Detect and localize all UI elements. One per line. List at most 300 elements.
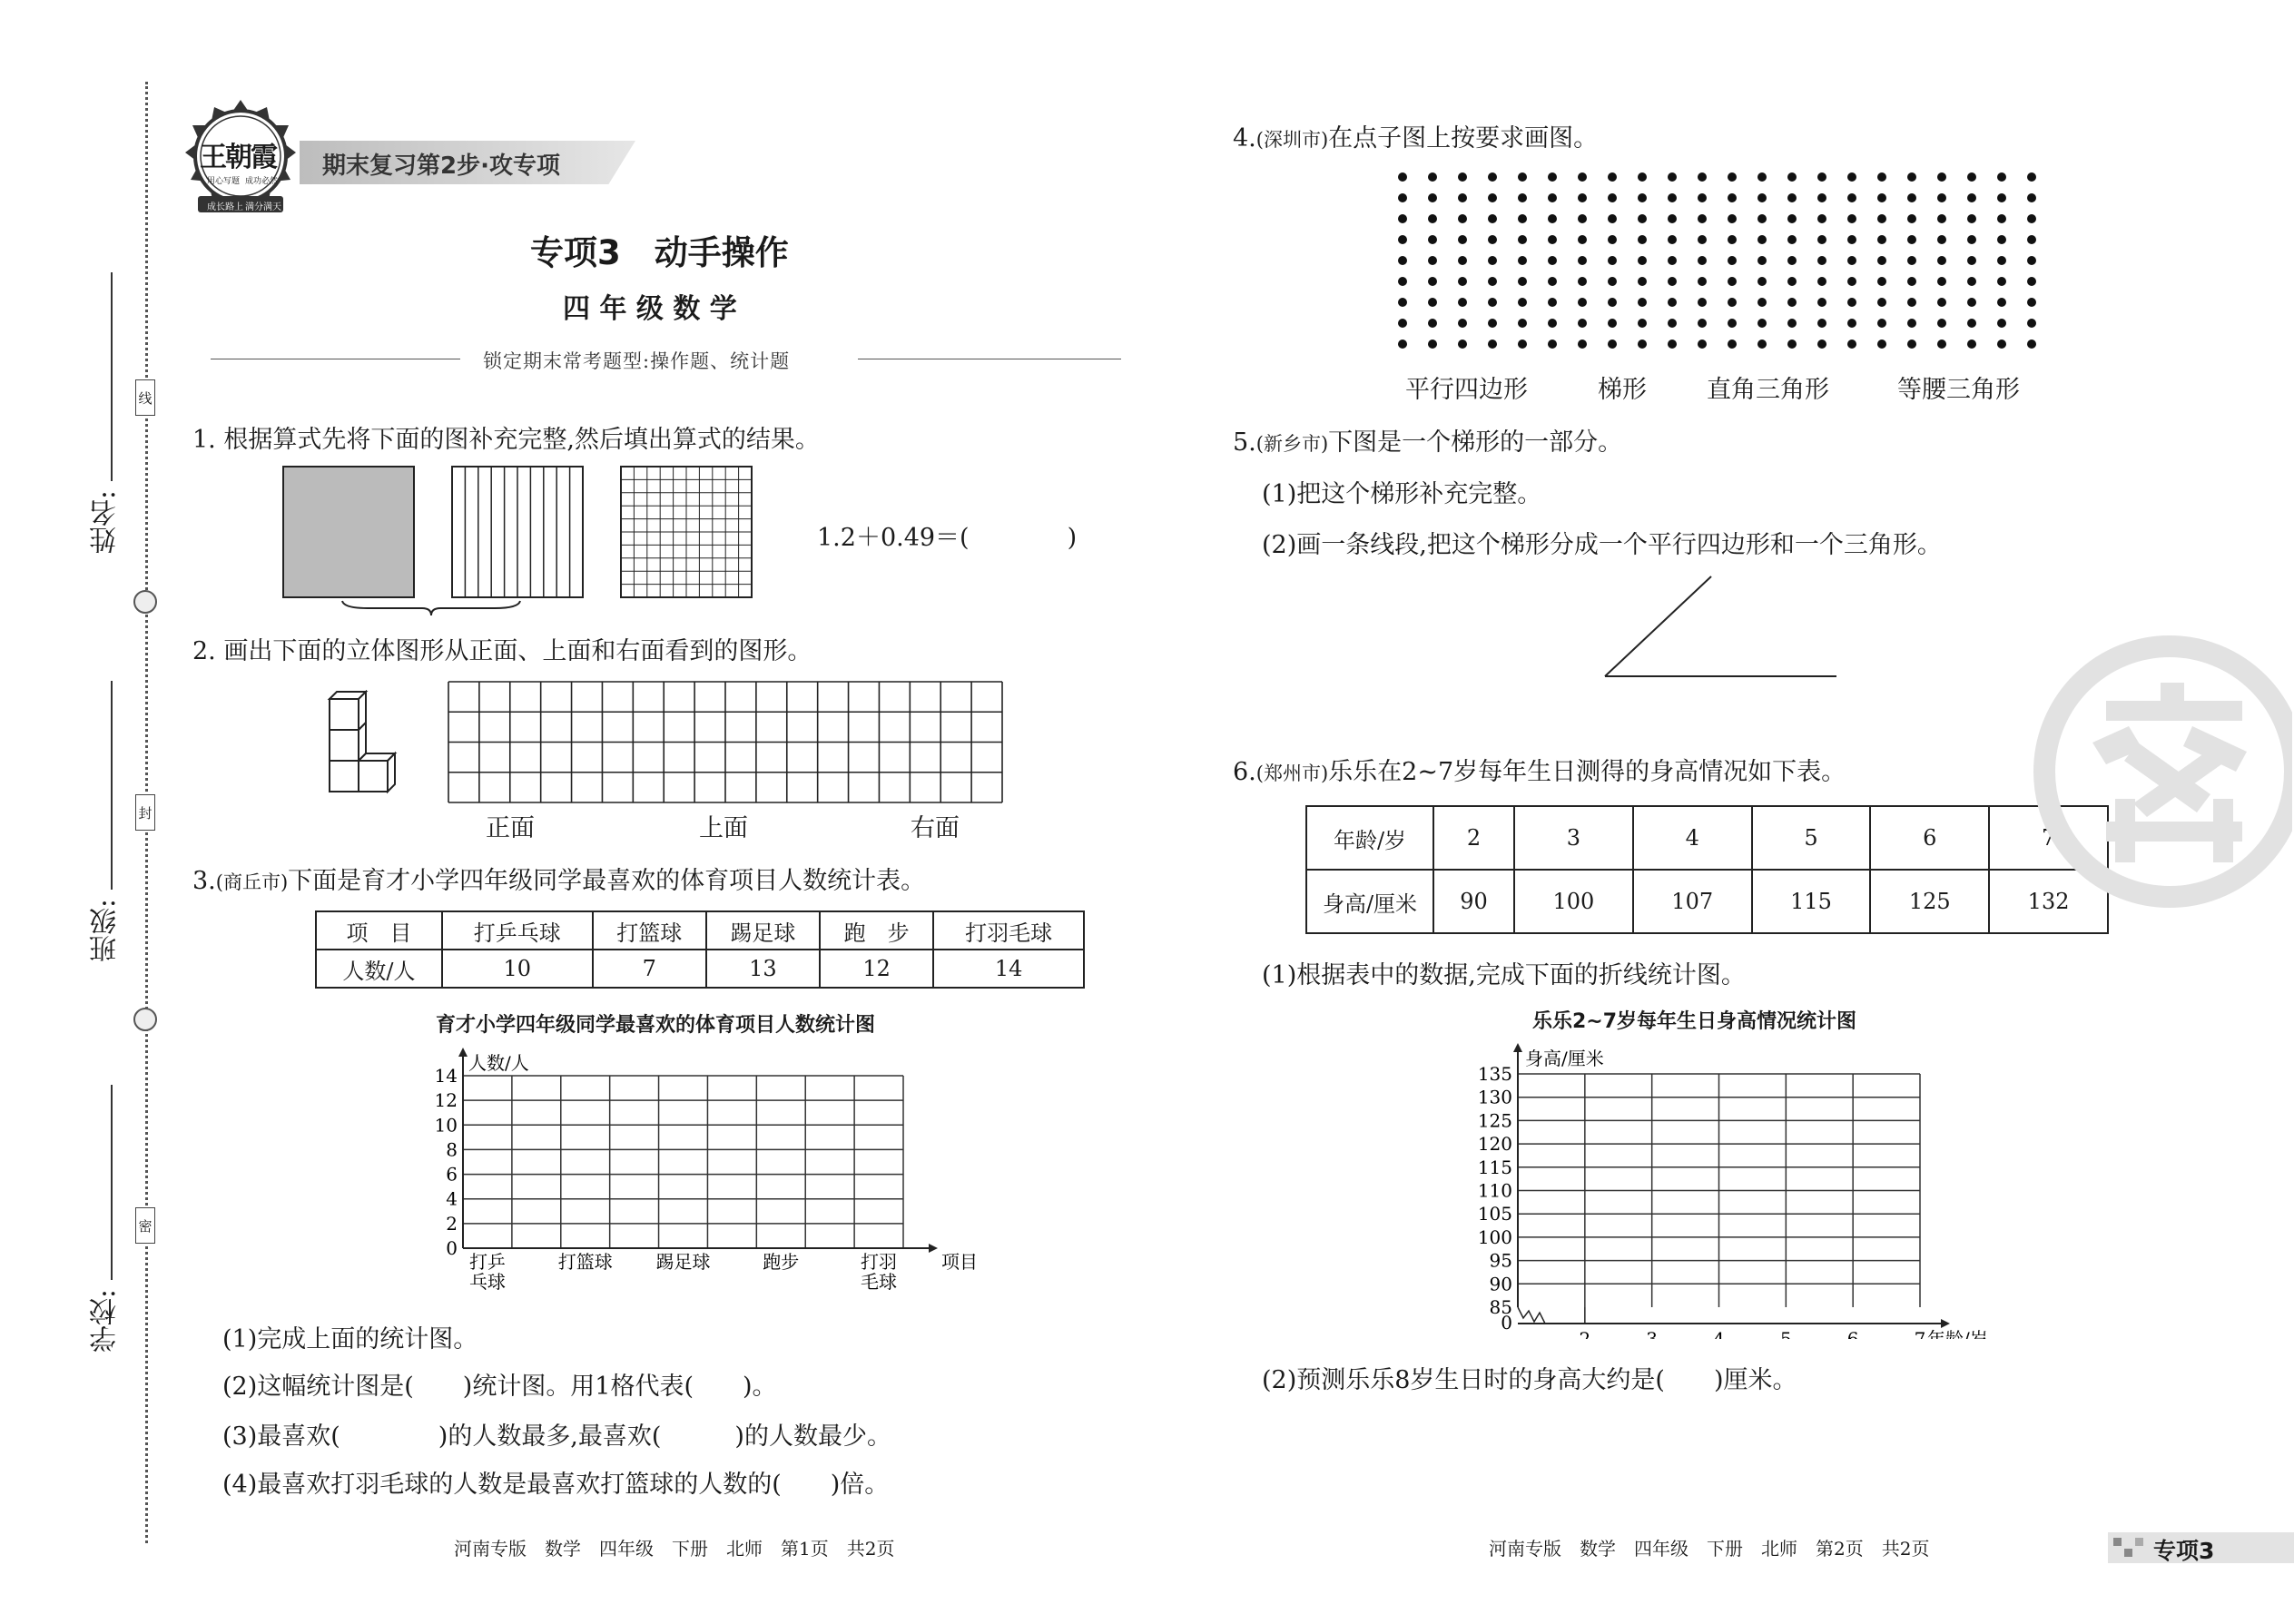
- chart2-xtick: 4: [1713, 1328, 1725, 1339]
- secret-seal-watermark: [2020, 635, 2292, 908]
- chart1-xtick-line2: 毛球: [861, 1271, 898, 1293]
- dot: [1698, 235, 1707, 244]
- dot: [1877, 340, 1886, 349]
- dot: [1608, 172, 1617, 182]
- dot: [1428, 298, 1437, 307]
- dot: [1458, 214, 1467, 223]
- dot: [1847, 277, 1856, 286]
- dot: [1668, 235, 1677, 244]
- dot: [2027, 193, 2036, 202]
- page-title: 专项3 动手操作: [530, 233, 789, 272]
- q3-chart-title: 育才小学四年级同学最喜欢的体育项目人数统计图: [436, 1014, 876, 1037]
- chart2-ytick: 85: [1489, 1296, 1512, 1318]
- seal-char-line: 线: [135, 379, 155, 416]
- dot: [2027, 277, 2036, 286]
- dot: [1787, 319, 1797, 328]
- chart2-xtick: 3: [1646, 1328, 1659, 1339]
- dot: [1728, 193, 1737, 202]
- dot: [1847, 235, 1856, 244]
- dot: [1578, 298, 1587, 307]
- dot: [1488, 235, 1497, 244]
- dot: [1757, 277, 1767, 286]
- dot: [1638, 319, 1647, 328]
- dot: [1428, 193, 1437, 202]
- q3-th-1: 打乒乓球: [442, 911, 593, 950]
- q4-shape-isosceles-triangle: 等腰三角形: [1897, 376, 2020, 404]
- banner-text: 期末复习第2步·攻专项: [322, 153, 560, 180]
- q6-table: [1305, 805, 2109, 934]
- dot: [1847, 340, 1856, 349]
- dot: [1787, 340, 1797, 349]
- dot: [1488, 193, 1497, 202]
- dot: [1967, 256, 1976, 265]
- dot: [1847, 319, 1856, 328]
- chart2-ylabel: 身高/厘米: [1525, 1048, 1604, 1069]
- chart1-ytick: 8: [446, 1138, 458, 1161]
- q3-th-3: 踢足球: [706, 911, 820, 950]
- dot: [1638, 214, 1647, 223]
- dot: [1578, 214, 1587, 223]
- dot: [1757, 340, 1767, 349]
- chart2-origin: 0: [1501, 1312, 1512, 1334]
- dot: [1997, 277, 2006, 286]
- dot: [1997, 193, 2006, 202]
- q4-heading: [1233, 118, 1598, 153]
- chart2-xtick: 5: [1779, 1328, 1792, 1339]
- dot: [1817, 193, 1826, 202]
- dot: [1578, 235, 1587, 244]
- dot: [1578, 340, 1587, 349]
- dot: [1578, 256, 1587, 265]
- q3-th-4: 跑 步: [820, 911, 933, 950]
- q6-sub-1: (1)根据表中的数据,完成下面的折线统计图。: [1262, 961, 1746, 989]
- q3-row-label: 人数/人: [316, 950, 442, 988]
- dot: [1967, 298, 1976, 307]
- dot: [1728, 319, 1737, 328]
- dot: [1668, 214, 1677, 223]
- q3-sub-3[interactable]: (3)最喜欢( )的人数最多,最喜欢( )的人数最少。: [222, 1422, 891, 1451]
- dot: [1458, 298, 1467, 307]
- dot: [1937, 256, 1946, 265]
- dot: [1907, 235, 1916, 244]
- dot: [1488, 298, 1497, 307]
- q6-age-5: 7: [1989, 806, 2108, 870]
- q3-val-1: 7: [593, 950, 706, 988]
- q4-num: 4.: [1233, 124, 1256, 153]
- dot: [1698, 277, 1707, 286]
- dot: [1877, 277, 1886, 286]
- chart2-ytick: 100: [1477, 1225, 1512, 1248]
- dot: [1877, 256, 1886, 265]
- chart1-y-arrow: [458, 1048, 468, 1057]
- brand-slogan-3: 成长路上: [207, 202, 243, 212]
- dot: [1698, 298, 1707, 307]
- page-subtitle: 四 年 级 数 学: [563, 293, 737, 325]
- dot: [1548, 277, 1557, 286]
- dot: [1757, 298, 1767, 307]
- chart1-xtick-line2: 乓球: [468, 1271, 506, 1293]
- dot: [1907, 214, 1916, 223]
- q6-sub-2[interactable]: (2)预测乐乐8岁生日时的身高大约是( )厘米。: [1262, 1366, 1797, 1394]
- dot: [1518, 319, 1527, 328]
- q6-num: 6.: [1233, 758, 1256, 786]
- dot: [1757, 319, 1767, 328]
- dot: [1398, 319, 1407, 328]
- brand-slogan-4: 满分满天: [245, 202, 281, 212]
- q5-trapezoid-part[interactable]: [1598, 572, 1843, 681]
- dot: [1608, 340, 1617, 349]
- q5-num: 5.: [1233, 428, 1256, 457]
- chart2-x-arrow: [1941, 1319, 1950, 1328]
- dot: [1967, 235, 1976, 244]
- chart1-ylabel: 人数/人: [468, 1052, 529, 1074]
- chart1-ytick: 14: [434, 1065, 458, 1087]
- chart2-ytick: 90: [1489, 1273, 1512, 1295]
- dot: [1428, 277, 1437, 286]
- dot: [1578, 172, 1587, 182]
- dot: [1608, 235, 1617, 244]
- name-field[interactable]: [111, 272, 113, 481]
- dot: [1787, 172, 1797, 182]
- dot: [1817, 256, 1826, 265]
- school-label: 学校:: [90, 1289, 122, 1353]
- q6-age-1: 3: [1514, 806, 1633, 870]
- dot: [1907, 172, 1916, 182]
- dot: [1398, 298, 1407, 307]
- dot: [1668, 277, 1677, 286]
- chart1-xtick: 打乒: [468, 1251, 506, 1273]
- q3-heading: [192, 861, 925, 896]
- dot: [2027, 319, 2036, 328]
- dot: [1428, 172, 1437, 182]
- q6-height-1: 100: [1514, 870, 1633, 933]
- dot: [1997, 319, 2006, 328]
- dot: [1817, 340, 1826, 349]
- dot: [1638, 193, 1647, 202]
- chart1-ytick: 6: [446, 1163, 458, 1186]
- dot: [1668, 256, 1677, 265]
- dot: [1757, 235, 1767, 244]
- dot: [1548, 256, 1557, 265]
- dot: [1907, 319, 1916, 328]
- q3-val-3: 12: [820, 950, 933, 988]
- chart2-axis-break: [1518, 1307, 1585, 1324]
- dot: [1997, 298, 2006, 307]
- dot: [2027, 298, 2036, 307]
- dot: [1398, 214, 1407, 223]
- dot: [1638, 172, 1647, 182]
- dot: [1877, 193, 1886, 202]
- chart2-ytick: 95: [1489, 1249, 1512, 1272]
- dot: [1428, 235, 1437, 244]
- dot: [1937, 298, 1946, 307]
- q4-shape-right-triangle: 直角三角形: [1707, 376, 1829, 404]
- school-field[interactable]: [111, 1085, 113, 1280]
- binding-ring-2: [133, 1008, 157, 1031]
- dot: [1458, 172, 1467, 182]
- q3-bar-chart[interactable]: [399, 1044, 1017, 1307]
- dot: [1638, 235, 1647, 244]
- dot: [1847, 193, 1856, 202]
- dot: [1877, 172, 1886, 182]
- q6-height-5: 132: [1989, 870, 2108, 933]
- dot: [1548, 340, 1557, 349]
- dot: [1937, 277, 1946, 286]
- dot: [1398, 340, 1407, 349]
- footer-right: 河南专版 数学 四年级 下册 北师 第2页 共2页: [1489, 1538, 1930, 1560]
- chart1-xlabel: 项目: [941, 1251, 978, 1273]
- q3-sub-2[interactable]: (2)这幅统计图是( )统计图。用1格代表( )。: [222, 1373, 777, 1401]
- chart1-xtick: 打羽: [861, 1251, 898, 1273]
- chart1-ytick: 4: [446, 1187, 458, 1210]
- dot: [1698, 340, 1707, 349]
- dot: [1817, 172, 1826, 182]
- chart1-xtick: 踢足球: [655, 1251, 711, 1273]
- dot: [1578, 193, 1587, 202]
- q6-age-2: 4: [1633, 806, 1752, 870]
- dot: [1907, 256, 1916, 265]
- q2-view-front: 正面: [486, 814, 535, 842]
- q3-sub-4[interactable]: (4)最喜欢打羽毛球的人数是最喜欢打篮球的人数的( )倍。: [222, 1471, 890, 1499]
- q3-th-0: 项 目: [316, 911, 442, 950]
- brand-slogan-1: 用心写题: [207, 177, 241, 186]
- dot: [1458, 340, 1467, 349]
- dot: [1967, 214, 1976, 223]
- dot: [1548, 298, 1557, 307]
- dot: [1668, 193, 1677, 202]
- focus-text: 锁定期末常考题型:操作题、统计题: [483, 350, 791, 372]
- dot: [1488, 172, 1497, 182]
- dot: [1698, 193, 1707, 202]
- dot: [1907, 298, 1916, 307]
- dot: [2027, 172, 2036, 182]
- dot: [1817, 277, 1826, 286]
- dot: [1548, 172, 1557, 182]
- dot: [1728, 256, 1737, 265]
- q6-row1-label: 年龄/岁: [1306, 806, 1433, 870]
- dot: [1608, 277, 1617, 286]
- dot: [1907, 340, 1916, 349]
- dot: [1728, 235, 1737, 244]
- dot: [1428, 214, 1437, 223]
- chart1-ytick: 0: [446, 1237, 458, 1259]
- q3-val-2: 13: [706, 950, 820, 988]
- dot: [1997, 340, 2006, 349]
- q6-row2-label: 身高/厘米: [1306, 870, 1433, 933]
- q3-region: (商丘市): [215, 871, 289, 893]
- dot: [2027, 340, 2036, 349]
- dot: [1817, 298, 1826, 307]
- dot: [1847, 256, 1856, 265]
- binding-ring-1: [133, 590, 157, 614]
- q6-height-0: 90: [1433, 870, 1514, 933]
- dot: [1787, 193, 1797, 202]
- q5-sub-2: (2)画一条线段,把这个梯形分成一个平行四边形和一个三角形。: [1262, 531, 1942, 559]
- dot: [1847, 214, 1856, 223]
- footer-tab-squares: [2113, 1538, 2150, 1558]
- chart2-ytick: 130: [1477, 1086, 1512, 1108]
- dot: [1937, 340, 1946, 349]
- chart1-ytick: 12: [434, 1089, 458, 1112]
- q6-text: 乐乐在2~7岁每年生日测得的身高情况如下表。: [1328, 758, 1846, 786]
- dot: [1787, 298, 1797, 307]
- dot: [1398, 172, 1407, 182]
- dot: [1458, 319, 1467, 328]
- dot: [1668, 319, 1677, 328]
- dot: [1728, 340, 1737, 349]
- dot: [1548, 319, 1557, 328]
- chart2-ytick: 110: [1477, 1179, 1512, 1202]
- dot: [1817, 235, 1826, 244]
- q3-val-4: 14: [933, 950, 1084, 988]
- dot: [1967, 277, 1976, 286]
- q1-formula[interactable]: 1.2＋0.49＝( ): [817, 524, 1078, 552]
- q3-val-0: 10: [442, 950, 593, 988]
- dot: [1668, 298, 1677, 307]
- dot: [1817, 214, 1826, 223]
- dot: [2027, 214, 2036, 223]
- dot: [1638, 277, 1647, 286]
- dot: [1967, 172, 1976, 182]
- dot: [1398, 193, 1407, 202]
- q1-text: 1. 根据算式先将下面的图补充完整,然后填出算式的结果。: [192, 426, 820, 454]
- dot: [1608, 214, 1617, 223]
- dot: [1817, 319, 1826, 328]
- dot: [1518, 340, 1527, 349]
- dot: [2027, 235, 2036, 244]
- class-field[interactable]: [111, 681, 113, 890]
- dot: [1488, 214, 1497, 223]
- dot: [1518, 193, 1527, 202]
- dot: [1937, 193, 1946, 202]
- dot: [1728, 298, 1737, 307]
- dot: [1967, 193, 1976, 202]
- footer-tab-label: 专项3: [2153, 1538, 2215, 1564]
- chart1-xtick: 打篮球: [557, 1251, 613, 1273]
- q6-chart-title: 乐乐2~7岁每年生日身高情况统计图: [1532, 1010, 1857, 1033]
- dot: [1608, 319, 1617, 328]
- chart2-ytick: 115: [1477, 1156, 1512, 1178]
- dot: [1757, 214, 1767, 223]
- chart2-ytick: 120: [1477, 1133, 1512, 1156]
- seal-char-secret: 密: [135, 1207, 155, 1244]
- chart2-xtick: 2: [1579, 1328, 1591, 1339]
- dot: [1518, 256, 1527, 265]
- q3-table: [315, 910, 1085, 989]
- dot: [1728, 214, 1737, 223]
- dot: [1578, 319, 1587, 328]
- dot: [1488, 277, 1497, 286]
- dot: [1937, 214, 1946, 223]
- q6-age-0: 2: [1433, 806, 1514, 870]
- dot: [1907, 277, 1916, 286]
- dot: [1458, 235, 1467, 244]
- chart2-ytick: 105: [1477, 1203, 1512, 1225]
- q4-dot-grid[interactable]: [1393, 168, 2047, 354]
- q3-sub-1[interactable]: (1)完成上面的统计图。: [222, 1325, 478, 1353]
- chart1-ytick: 2: [446, 1212, 458, 1235]
- q3-num: 3.: [192, 867, 216, 895]
- dot: [1877, 214, 1886, 223]
- q4-region: (深圳市): [1255, 129, 1329, 151]
- q3-th-5: 打羽毛球: [933, 911, 1084, 950]
- q6-heading: [1233, 752, 1846, 787]
- dot: [1698, 256, 1707, 265]
- dot: [1668, 340, 1677, 349]
- dot: [1997, 256, 2006, 265]
- dot: [1967, 319, 1976, 328]
- dot: [1578, 277, 1587, 286]
- q2-cube-figure: [322, 690, 413, 794]
- dot: [1518, 214, 1527, 223]
- footer-left: 河南专版 数学 四年级 下册 北师 第1页 共2页: [454, 1538, 895, 1560]
- q2-answer-grid[interactable]: [448, 681, 1003, 803]
- dot: [1757, 172, 1767, 182]
- q2-view-right: 右面: [911, 814, 960, 842]
- chart2-xtick: 6: [1846, 1328, 1859, 1339]
- dot: [2027, 256, 2036, 265]
- dot: [1398, 256, 1407, 265]
- dot: [1518, 172, 1527, 182]
- q6-age-4: 6: [1870, 806, 1989, 870]
- dot: [1937, 235, 1946, 244]
- q3-th-2: 打篮球: [593, 911, 706, 950]
- dot: [1877, 235, 1886, 244]
- q6-line-chart[interactable]: [1471, 1039, 2015, 1339]
- dot: [1787, 277, 1797, 286]
- dot: [1548, 214, 1557, 223]
- q4-shape-trapezoid: 梯形: [1598, 376, 1647, 404]
- dot: [1548, 235, 1557, 244]
- dot: [1518, 277, 1527, 286]
- dot: [1997, 172, 2006, 182]
- dot: [1787, 256, 1797, 265]
- q6-age-3: 5: [1752, 806, 1871, 870]
- dot: [1488, 340, 1497, 349]
- class-label: 班级:: [90, 899, 122, 963]
- q6-region: (郑州市): [1255, 763, 1329, 784]
- dot: [1728, 277, 1737, 286]
- dot: [1428, 256, 1437, 265]
- q4-text: 在点子图上按要求画图。: [1328, 124, 1599, 153]
- q5-text: 下图是一个梯形的一部分。: [1328, 428, 1623, 457]
- dot: [1608, 298, 1617, 307]
- dot: [1638, 256, 1647, 265]
- dot: [1398, 277, 1407, 286]
- chart1-x-arrow: [929, 1244, 938, 1253]
- q4-shape-parallelogram: 平行四边形: [1405, 376, 1528, 404]
- dot: [1668, 172, 1677, 182]
- q5-region: (新乡市): [1255, 433, 1329, 455]
- q5-heading: [1233, 422, 1622, 458]
- brand-slogan-2: 成功必然: [245, 177, 279, 186]
- q6-height-3: 115: [1752, 870, 1871, 933]
- name-label: 姓名:: [90, 490, 122, 555]
- dot: [1608, 256, 1617, 265]
- dot: [1787, 214, 1797, 223]
- q6-height-2: 107: [1633, 870, 1752, 933]
- dot: [1787, 235, 1797, 244]
- chart2-xtick: 7: [1914, 1328, 1926, 1339]
- dot: [1937, 319, 1946, 328]
- dot: [1698, 319, 1707, 328]
- q1-brace: [340, 599, 522, 617]
- dot: [1428, 319, 1437, 328]
- dot: [1877, 319, 1886, 328]
- dot: [1488, 319, 1497, 328]
- dot: [1608, 193, 1617, 202]
- dot: [1877, 298, 1886, 307]
